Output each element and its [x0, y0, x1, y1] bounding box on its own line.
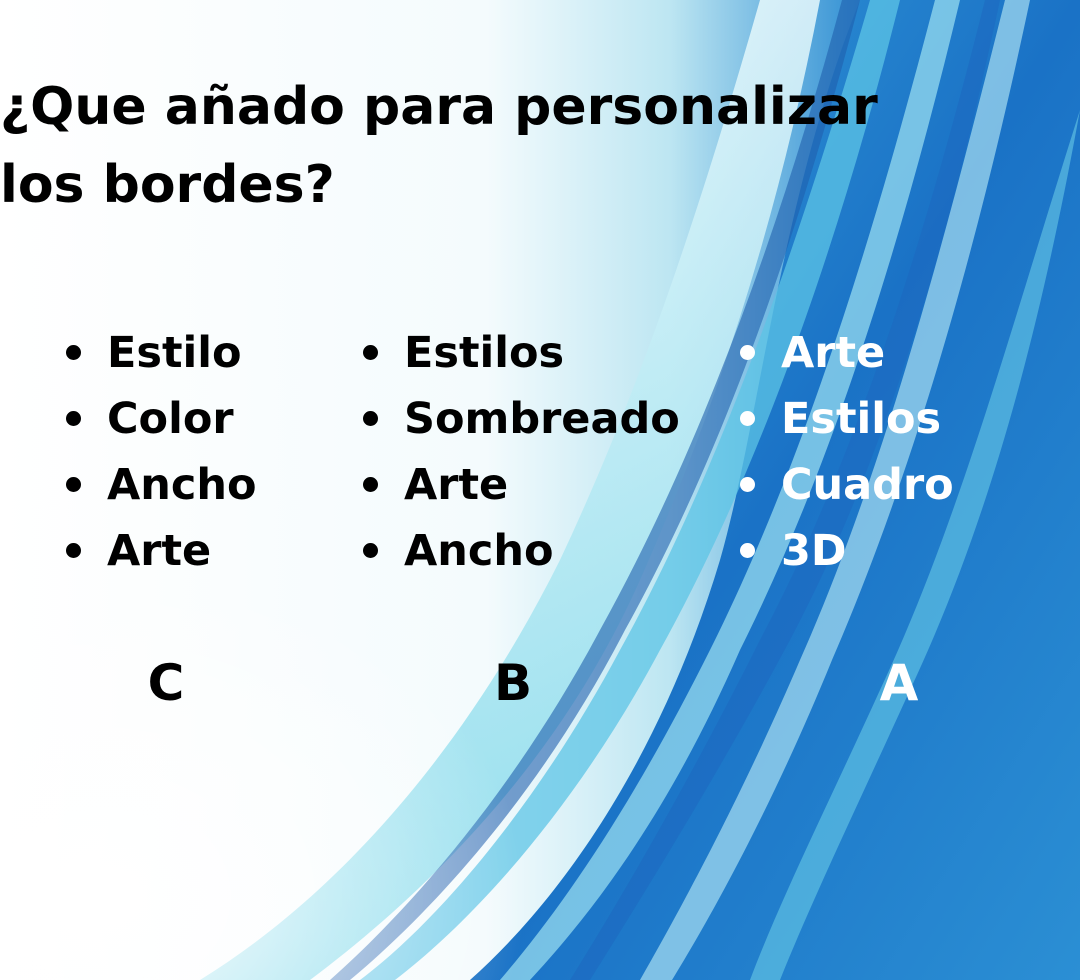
option-a-item: Cuadro: [737, 452, 954, 518]
option-c-item: Estilo: [63, 320, 257, 386]
option-a-item: 3D: [737, 518, 954, 584]
option-b-item: Sombreado: [360, 386, 680, 452]
option-b-item: Arte: [360, 452, 680, 518]
option-b-item: Ancho: [360, 518, 680, 584]
option-c-item: Arte: [63, 518, 257, 584]
option-a-item: Estilos: [737, 386, 954, 452]
option-c-list: [63, 320, 257, 584]
option-c-item: Ancho: [63, 452, 257, 518]
option-b-list: [360, 320, 680, 584]
question-line-1: ¿Que añado para personalizar: [0, 77, 878, 137]
option-b-item: Estilos: [360, 320, 680, 386]
question-line-2: los bordes?: [0, 155, 335, 215]
option-c-letter[interactable]: C: [147, 654, 185, 712]
option-b-letter[interactable]: B: [493, 654, 533, 712]
option-a-item: Arte: [737, 320, 954, 386]
option-c-item: Color: [63, 386, 257, 452]
option-a-list: [737, 320, 954, 584]
option-a-letter[interactable]: A: [879, 654, 919, 712]
question-title: [0, 68, 900, 224]
